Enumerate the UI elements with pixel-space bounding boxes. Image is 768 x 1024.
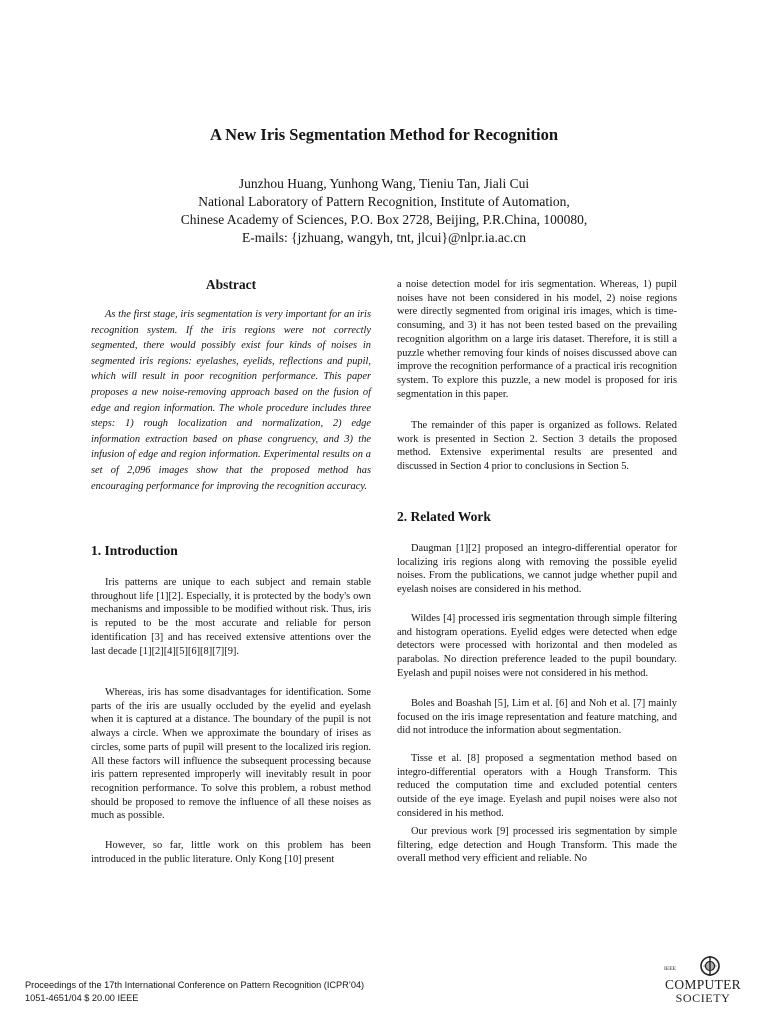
- related-work-paragraph: Wildes [4] processed iris segmentation through simple filtering and histogram operations. Eyelid edges were detected when edge detectors were processed with horizontal and then modeled as parabolas. No direction preference leaded to the pupil boundary. Eyelash and pupil noises were not considered in his method.: [397, 613, 677, 679]
- author-names: Junzhou Huang, Yunhong Wang, Tieniu Tan, Jiali Cui: [238, 176, 530, 191]
- paper-title: A New Iris Segmentation Method for Recognition: [210, 125, 558, 144]
- related-work-paragraph: Our previous work [9] processed iris segmentation by simple filtering, edge detection and Hough Transform. This made the overall method very efficient and reliable. No: [397, 826, 677, 865]
- page-footer: [25, 979, 364, 1005]
- abstract-heading: Abstract: [205, 277, 257, 292]
- related-work-paragraph: Tisse et al. [8] proposed a segmentation method based on integro-differential operators with a Hough Transform. This reduced the computation time and excluded potential centers outside of the eye image. Eyelash and pupil noises were also not considered in his method.: [397, 753, 677, 819]
- related-work-heading: 2. Related Work: [397, 509, 491, 524]
- introduction-paragraph: Whereas, iris has some disadvantages for identification. Some parts of the iris are usually occluded by the eyelid and eyelash when it is captured at a distance. The boundary of the pupil is not always a circle. When we approximate the boundary of irises as circles, some parts of pupil will present to the localized iris region. All these factors will influence the subsequent processing because iris pattern represented improperly will inevitably result in poor recognition performance. To solve this problem, a robust method should be proposed to remove the influence of all these noises as much as possible.: [91, 687, 371, 822]
- computer-logo-text: COMPUTER: [665, 977, 741, 992]
- related-work-paragraph: Boles and Boashah [5], Lim et al. [6] and Noh et al. [7] mainly focused on the iris image representation and feature matching, and did not introduce the information about segmentation.: [397, 698, 677, 737]
- body-paragraph: a noise detection model for iris segmentation. Whereas, 1) pupil noises have not been considered in his model, 2) noise regions were directly segmented from original iris images, which is time-consuming, and 3) it has not been tested based on the prevailing recognition algorithm on a large iris dataset. Therefore, it is still a puzzle whether removing four kinds of noises discussed above can improve the recognition performance of a practical iris recognition system. To explore this puzzle, a new model is proposed for iris segmentation in this paper.: [397, 279, 677, 400]
- body-paragraph: The remainder of this paper is organized as follows. Related work is presented in Section 2. Section 3 details the proposed method. Extensive experimental results are presented and discussed in Section 4 prior to conclusions in Section 5.: [397, 420, 677, 473]
- introduction-heading: 1. Introduction: [91, 543, 178, 558]
- copyright-line: 1051-4651/04 $ 20.00 IEEE: [25, 993, 139, 1003]
- introduction-paragraph: Iris patterns are unique to each subject and remain stable throughout life [1][2]. Especially, it is protected by the body's own mechanisms and impossible to be modified without risk. Thus, iris is reputed to be the most accurate and reliable for person identification [3] and has received extensive attentions over the last decade [1][2][4][5][6][8][7][9].: [91, 577, 371, 657]
- ieee-logo-text: IEEE: [664, 966, 676, 972]
- author-block: [0, 175, 768, 247]
- affiliation-line-1: National Laboratory of Pattern Recognition, Institute of Automation,: [198, 194, 570, 209]
- introduction-paragraph: However, so far, little work on this problem has been introduced in the public literature. Only Kong [10] present: [91, 840, 371, 865]
- author-emails: E-mails: {jzhuang, wangyh, tnt, jlcui}@nlpr.ia.ac.cn: [241, 230, 527, 245]
- related-work-paragraph: Daugman [1][2] proposed an integro-differential operator for localizing iris regions along with removing the possible eyelid noises. From the publications, we cannot judge whether pupil and eyelash noises are considered in his method.: [397, 543, 677, 596]
- affiliation-line-2: Chinese Academy of Sciences, P.O. Box 2728, Beijing, P.R.China, 100080,: [180, 212, 588, 227]
- proceedings-line: Proceedings of the 17th International Conference on Pattern Recognition (ICPR’04): [25, 980, 365, 990]
- abstract-text: As the first stage, iris segmentation is very important for an iris recognition system. If the iris regions were not correctly segmented, there would possibly exist four kinds of noises in segmented iris regions: eyelashes, eyelids, reflections and pupil, which will result in poor recognition performance. This paper proposes a new noise-removing approach based on the fusion of edge and region information. The whole procedure includes three steps: 1) rough localization and normalization, 2) edge information extraction based on phase congruency, and 3) the infusion of edge and region information. Experimental results on a set of 2,096 images show that the proposed method has encouraging performance for improving the recognition accuracy.: [91, 309, 371, 492]
- society-logo-text: SOCIETY: [675, 991, 731, 1005]
